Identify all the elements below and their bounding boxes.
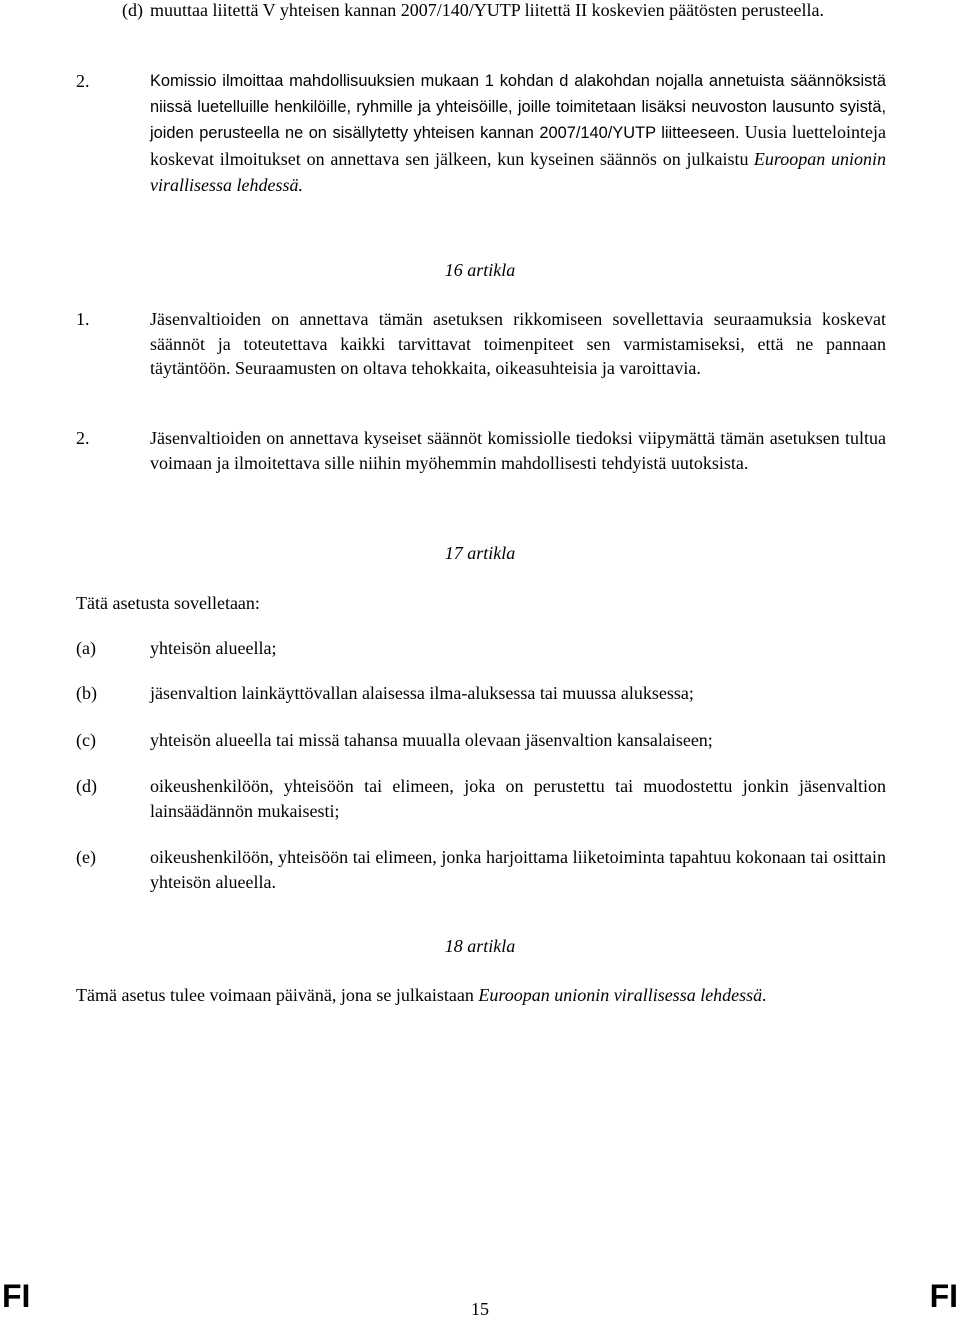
article-16-para-1: Jäsenvaltioiden on annettava tämän asetuksen rikkomiseen sovellettavia seuraamuksia koskevat säännöt ja toteutettava kaikki tarvittavat toimenpiteet sen varmistamiseksi, että ne pannaan täytäntöön. Seuraamusten on oltava tehokkaita, oikeasuhteisia ja varoittavia. — [150, 309, 886, 378]
top-item-text: muuttaa liitettä V yhteisen kannan 2007/140/YUTP liitettä II koskevien päätösten perusteella. — [150, 0, 825, 20]
list-label-e: (e) — [76, 847, 96, 867]
list-item-d: oikeushenkilöön, yhteisöön tai elimeen, joka on perustettu tai muodostettu jonkin jäsenvaltion lainsäädännön mukaisesti; — [150, 776, 886, 821]
para-2-end: . — [298, 175, 303, 195]
article-16-heading: 16 artikla — [444, 260, 516, 280]
para-2-serif-text: Uusia luettelointeja koskevat ilmoitukset on annettava sen jälkeen, kun kyseinen säännös on julkaistu — [150, 122, 886, 169]
list-item-c: yhteisön alueella tai missä tahansa muualla olevaan jäsenvaltion kansalaiseen; — [150, 730, 713, 750]
language-code-right: FI — [929, 1278, 958, 1314]
article-17-intro: Tätä asetusta sovelletaan: — [76, 593, 260, 613]
para-2-sans-text: Komissio ilmoittaa mahdollisuuksien mukaan 1 kohdan d alakohdan nojalla annetuista säännöksistä niissä luetelluille henkilöille, ryhmille ja yhteisöille, joille toimitetaan lisäksi neuvoston lausunto syistä, joiden perusteella ne on sisällytetty yhteisen kannan 2007/140/YUTP liitteeseen. — [150, 72, 886, 142]
article-18-text — [76, 983, 886, 1008]
para-2-block — [150, 69, 886, 200]
list-item-b: jäsenvaltion lainkäyttövallan alaisessa ilma-aluksessa tai muussa aluksessa; — [150, 683, 694, 703]
para-number-2b: 2. — [76, 428, 90, 448]
para-number-1: 1. — [76, 309, 90, 329]
list-label-d: (d) — [76, 776, 97, 796]
list-item-e: oikeushenkilöön, yhteisöön tai elimeen, jonka harjoittama liiketoiminta tapahtuu kokonaan tai osittain yhteisön alueella. — [150, 847, 886, 892]
list-label-b: (b) — [76, 683, 97, 703]
journal-reference: Euroopan unionin virallisessa lehdessä — [150, 148, 887, 195]
list-label-c: (c) — [76, 730, 96, 750]
language-code-left: FI — [2, 1278, 31, 1314]
article-18-body: Tämä asetus tulee voimaan päivänä, jona se julkaistaan — [76, 985, 474, 1005]
list-item-a: yhteisön alueella; — [150, 638, 277, 658]
page-number: 15 — [471, 1299, 489, 1319]
article-17-heading: 17 artikla — [444, 543, 516, 563]
article-18-journal-reference: Euroopan unionin virallisessa lehdessä — [478, 985, 763, 1005]
list-label-d-top: (d) — [122, 0, 143, 20]
article-18-end: . — [762, 985, 767, 1005]
article-16-para-2: Jäsenvaltioiden on annettava kyseiset säännöt komissiolle tiedoksi viipymättä tämän asetuksen tultua voimaan ja ilmoitettava sille niihin myöhemmin mahdollisesti tehdyistä uutoksista. — [150, 428, 886, 473]
para-number-2: 2. — [76, 71, 90, 91]
article-18-heading: 18 artikla — [444, 936, 516, 956]
list-label-a: (a) — [76, 638, 96, 658]
